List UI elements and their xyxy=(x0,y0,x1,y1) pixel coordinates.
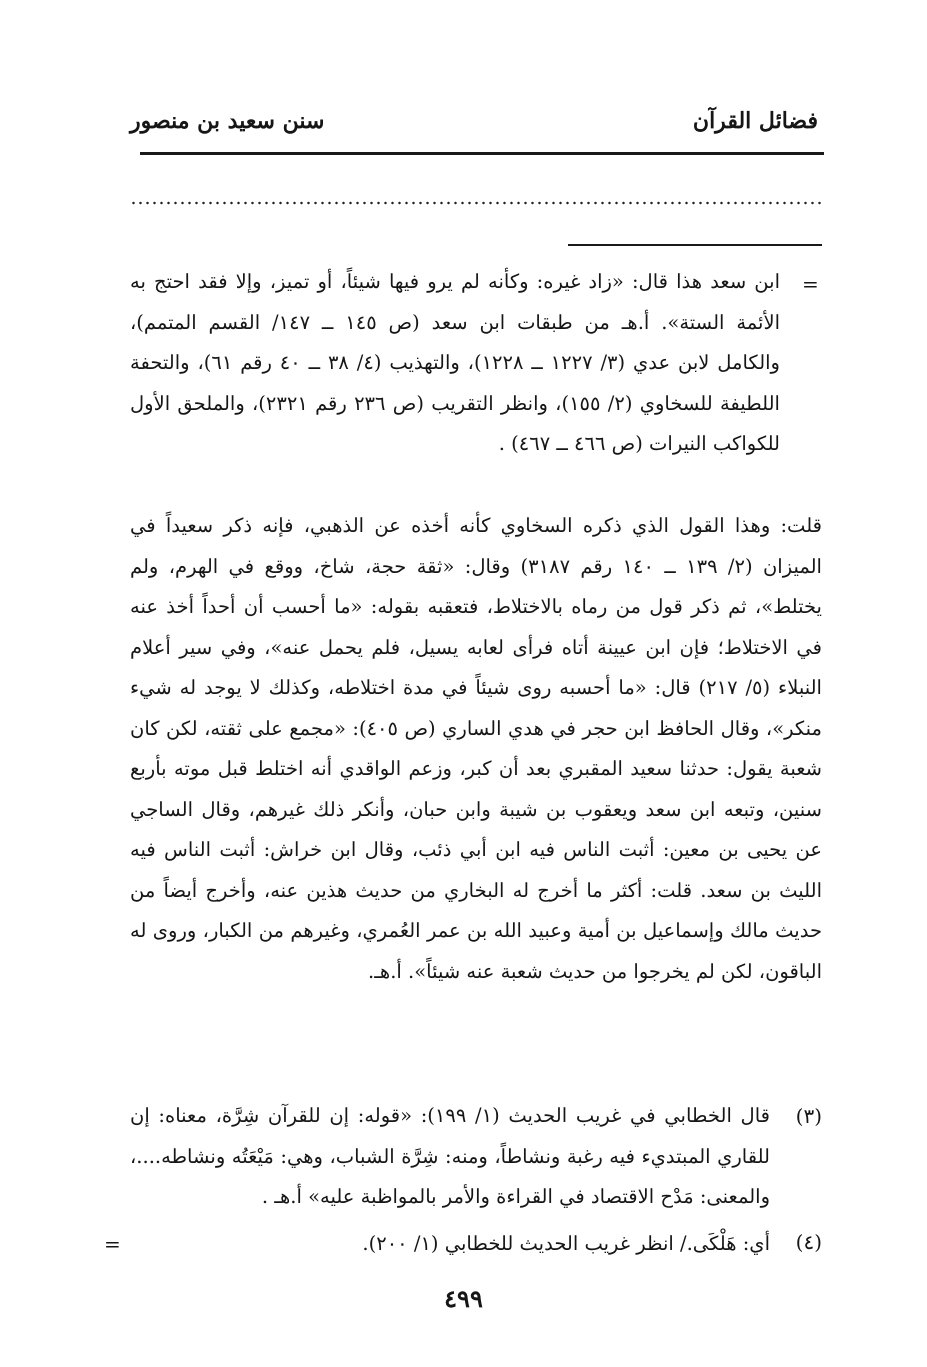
running-header xyxy=(130,108,818,148)
commentary-paragraph: قلت: وهذا القول الذي ذكره السخاوي كأنه أخذه عن الذهبي، فإنه ذكر سعيداً في الميزان (٢/ ١٣٩ ــ ١٤٠ رقم ٣١٨٧) وقال: «ثقة حجة، شاخ، ووقع في الهرم، ولم يختلط»، ثم ذكر قول من رماه بالاختلاط، فتعقبه بقوله: «ما أحسب أن أحداً أخذ عنه في الاختلاط؛ فإن ابن عيينة أتاه فرأى لعابه يسيل، فلم يحمل عنه»، وفي سير أعلام النبلاء (٥/ ٢١٧) قال: «ما أحسبه روى شيئاً في مدة اختلاطه، وكذلك لا يوجد له شيء منكر»، وقال الحافظ ابن حجر في هدي الساري (ص ٤٠٥): «مجمع على ثقته، لكن كان شعبة يقول: حدثنا سعيد المقبري بعد أن كبر، وزعم الواقدي أنه اختلط قبل موته بأربع سنين، وتبعه ابن سعد ويعقوب بن شيبة وابن حبان، وأنكر ذلك غيرهم، وقال الساجي عن يحيى بن معين: أثبت الناس فيه ابن أبي ذئب، وقال ابن خراش: أثبت الناس فيه الليث بن سعد. قلت: أكثر ما أخرج له البخاري من حديث هذين عنه، وأخرج أيضاً من حديث مالك وإسماعيل بن أمية وعبيد الله بن عمر العُمري، وغيرهم من الكبار، وروى له الباقون، لكن لم يخرجوا من حديث شعبة عنه شيئاً». أ.هـ. xyxy=(130,514,822,983)
footnote-continuation-paragraph: ابن سعد هذا قال: «زاد غيره: وكأنه لم يرو فيها شيئاً، أو تميز، وإلا فقد احتج به الأئمة الستة». أ.هـ من طبقات ابن سعد (ص ١٤٥ ــ ١٤٧/ القسم المتمم)، والكامل لابن عدي (٣/ ١٢٢٧ ــ ١٢٢٨)، والتهذيب (٤/ ٣٨ ــ ٤٠ رقم ٦١)، والتحفة اللطيفة للسخاوي (٢/ ١٥٥)، وانظر التقريب (ص ٢٣٦ رقم ٢٣٢١)، والملحق الأول للكواكب النيرات (ص ٤٦٦ ــ ٤٦٧) . xyxy=(130,270,781,455)
footnote-3-text: قال الخطابي في غريب الحديث (١/ ١٩٩): «قوله: إن للقرآن شِرَّة، معناه: إن للقاري المبتديء فيه رغبة ونشاطاً، ومنه: شِرَّة الشباب، وهي: مَيْعَتُه ونشاطه....، والمعنى: مَدْح الاقتصاد في القراءة والأمر بالمواظبة عليه» أ.هـ . xyxy=(130,1104,770,1208)
footnote-3-number: (٣) xyxy=(795,1104,822,1128)
footnote-4-number: (٤) xyxy=(795,1230,822,1254)
continuation-marker-bottom: = xyxy=(104,1232,121,1256)
footnote-4-text: أي: هَلْكَى./ انظر غريب الحديث للخطابي (١/ ٢٠٠). xyxy=(362,1232,770,1255)
footnote-rule xyxy=(568,244,822,246)
dotted-separator xyxy=(130,200,822,206)
book-title: فضائل القرآن xyxy=(692,108,818,134)
continuation-marker-top: = xyxy=(802,272,819,296)
header-rule xyxy=(140,152,824,155)
page-number: ٤٩٩ xyxy=(444,1284,483,1313)
series-title: سنن سعيد بن منصور xyxy=(130,108,325,134)
